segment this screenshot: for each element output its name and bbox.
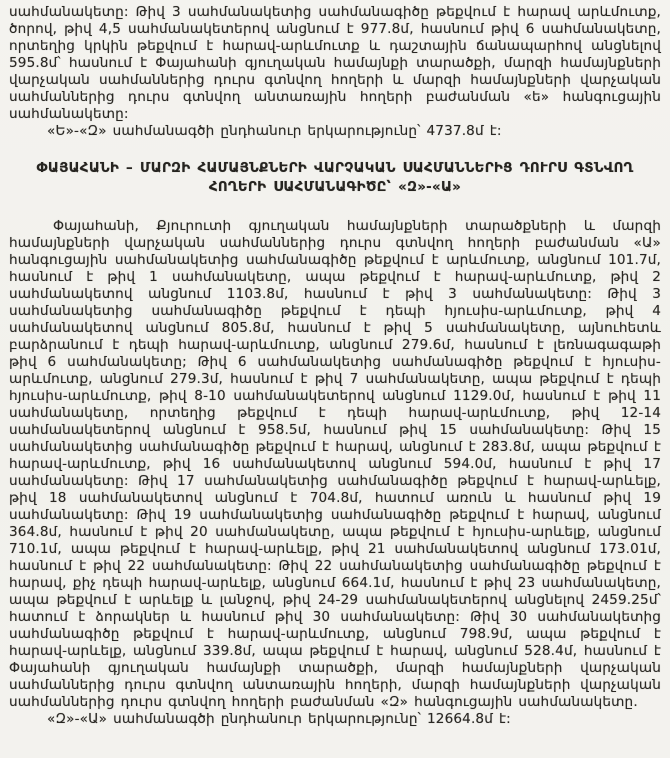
total-length-line-e-z: «Ե»-«Զ» սահմանագծի ընդհանուր երկարությունը՝ 4737.8մ է: (47, 123, 502, 139)
total-length-line-z-a: «Զ»-«Ա» սահմանագծի ընդհանուր երկարությունը՝ 12664.8մ է: (47, 711, 511, 727)
paragraph-boundary-e-z-continuation: սահմանակետը: Թիվ 3 սահմանակետից սահմանագիծը թեքվում է հարավ արևմուտք, ծորով, թիվ 4,5 սահմանակետերով անցնում է 977.8մ, հասնում թիվ 6 սահմանակետը, որտեղից կրկին թեքվում է հարավ-արևմուտք և դաշտային ճանապարհով անցնելով 595.8մ՝ հասնում է Փայահանի գյուղական համայնքի տարածքի, մարզի համայնքների վարչական սահմաններից դուրս գտնվող հողերի և մարզի համայնքների վարչական սահմաններից դուրս գտնվող անտառային հողերի բաժանման «ե» հանգուցային սահմանակետը: (9, 4, 661, 122)
section-heading (9, 159, 661, 197)
paragraph-boundary-z-a: Փայահանի, Քյուրուտի գյուղական համայնքների տարածքների և մարզի համայնքների վարչական սահմաններից դուրս գտնվող հողերի բաժանման «Ա» հանգուցային սահմանակետից սահմանագիծը թեքվում է արևմուտք, անցնում 101.7մ, հասնում է թիվ 1 սահմանակետը, ապա թեքվում է հարավ-արևմուտք, թիվ 2 սահմանակետով անցնում 1103.8մ, հասնում է թիվ 3 սահմանակետը: Թիվ 3 սահմանակետից սահմանագիծը թեքվում է դեպի հյուսիս-արևմուտք, թիվ 4 սահմանակետով անցնում 805.8մ, հասնում է թիվ 5 սահմանակետը, այնուհետև բարձրանում է դեպի հարավ-արևմուտք, անցնում 279.6մ, հասնում է լեռնագագաթի թիվ 6 սահմանակետը; Թիվ 6 սահմանակետից սահմանագիծը թեքվում է հյուսիս-արևմուտք, անցնում 279.3մ, հասնում է թիվ 7 սահմանակետը, ապա թեքվում է դեպի հյուսիս-արևմուտք, թիվ 8-10 սահմանակետերով անցնում 1129.0մ, հասնում է թիվ 11 սահմանակետը, որտեղից թեքվում է դեպի հարավ-արևմուտք, թիվ 12-14 սահմանակետերով անցնում է 958.5մ, հասնում թիվ 15 սահմանակետը: Թիվ 15 սահմանակետից սահմանագիծը թեքվում է հարավ, անցնում է 283.8մ, ապա թեքվում է հարավ-արևմուտք, թիվ 16 սահմանակետով անցնում 594.0մ, հասնում է թիվ 17 սահմանակետը: Թիվ 17 սահմանակետից սահմանագիծը թեքվում է հարավ-արևելք, թիվ 18 սահմանակետով անցնում է 704.8մ, հատում առուն և հասնում թիվ 19 սահմանակետը: Թիվ 19 սահմանակետից սահմանագիծը թեքվում է հարավ, անցնում 364.8մ, հասնում է թիվ 20 սահմանակետը, ապա թեքվում է հյուսիս-արևելք, անցնում 710.1մ, ապա թեքվում է հարավ-արևելք, թիվ 21 սահմանակետով անցնում 173.01մ, հասնում է թիվ 22 սահմանակետը: Թիվ 22 սահմանակետից սահմանագիծը թեքվում է հարավ, քիչ դեպի հարավ-արևելք, անցնում 664.1մ, հասնում է թիվ 23 սահմանակետը, ապա թեքվում է արևելք և լանջով, թիվ 24-29 սահմանակետերով անցնելով 2459.25մ՝ հատում է ձորակներ և հասնում թիվ 30 սահմանակետը: Թիվ 30 սահմանակետից սահմանագիծը թեքվում է հարավ-արևմուտք, անցնում 798.9մ, ապա թեքվում է հարավ-արևելք, անցնում 339.8մ, ապա թեքվում է հարավ, անցնում 528.4մ, հասնում է Փայահանի գյուղական համայնքի տարածքի, մարզի համայնքների վարչական սահմաններից դուրս գտնվող անտառային հողերի, մարզի համայնքների վարչական սահմաններից դուրս գտնվող հողերի բաժանման «Զ» հանգուցային սահմանակետը. (9, 218, 661, 710)
section-heading-line-1: ՓԱՅԱՀԱՆԻ – ՄԱՐԶԻ ՀԱՄԱՅՆՔՆԵՐԻ ՎԱՐՉԱԿԱՆ ՍԱՀՄԱՆՆԵՐԻՑ ԴՈՒՐՍ ԳՏՆՎՈՂ (36, 161, 634, 176)
section-heading-line-2: ՀՈՂԵՐԻ ՍԱՀՄԱՆԱԳԻԾԸ՝ «Զ»-«Ա» (208, 180, 462, 195)
